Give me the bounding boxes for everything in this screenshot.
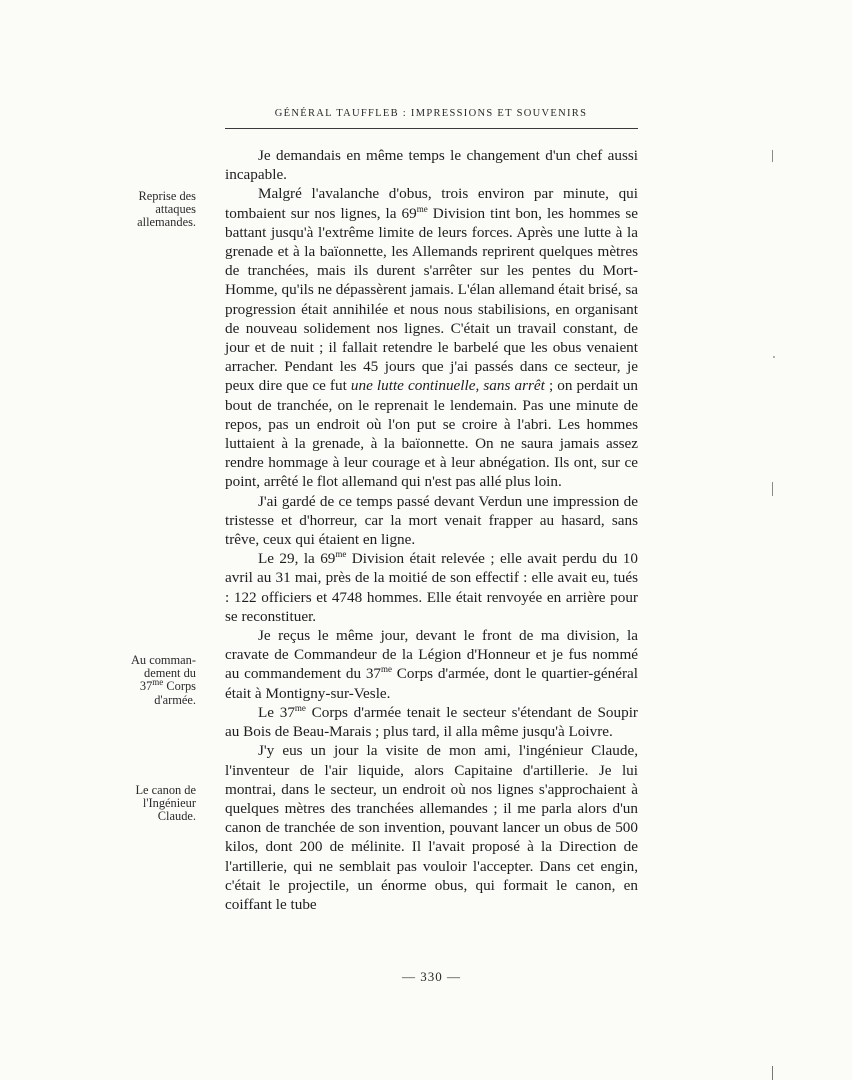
edge-speck (773, 356, 775, 358)
header-rule (225, 128, 638, 129)
edge-mark-2 (772, 482, 773, 496)
body-text (225, 146, 638, 914)
edge-mark-3 (772, 1066, 773, 1080)
paragraph-5: Le $37^{me}$ Corps d'armée tenait le secteur s'étendant de Soupir au Bois de Beau-Marais ; plus tard, il alla même jusqu'à Loivre. (225, 702, 638, 741)
page-number: — 330 — (402, 969, 461, 984)
margin-note-commandement: Au comman- dement du $37^{me}$ Corps d'armée. (130, 653, 196, 707)
edge-mark-1 (772, 150, 773, 162)
paragraph-3: Le 29, la $69^{me}$ Division était relevée ; elle avait perdu du 10 avril au 31 mai, près de la moitié de son effectif : elle avait eu, tués : 122 officiers et 4748 hommes. Elle était renvoyée en arrière pour se reconstituer. (225, 549, 638, 625)
margin-note-reprise: Reprise des attaques allemandes. (137, 189, 196, 230)
paragraph-6: J'y eus un jour la visite de mon ami, l'ingénieur Claude, l'inventeur de l'air liquide, alors Capitaine d'artillerie. Je lui montrai, dans le secteur, un endroit où nos lignes s'approchaient à quelques mètres des tranchées allemandes ; il me parla alors d'un canon de tranchée de son invention, pouvant lancer un obus de 500 kilos, dont 200 de mélinite. Il l'avait proposé à la Direction de l'artillerie, qui ne semblait pas vouloir l'accepter. Dans cet engin, c'était le projectile, un énorme obus, qui formait le canon, en coiffant le tube (225, 742, 638, 913)
margin-note-canon: Le canon de l'Ingénieur Claude. (135, 783, 196, 824)
paragraph-0: Je demandais en même temps le changement d'un chef aussi incapable. (225, 147, 639, 184)
running-head: GÉNÉRAL TAUFFLEB : IMPRESSIONS ET SOUVENIRS (274, 108, 588, 119)
paragraph-2: J'ai gardé de ce temps passé devant Verdun une impression de tristesse et d'horreur, car la mort venait frapper au hasard, sans trêve, ceux qui étaient en ligne. (225, 492, 638, 549)
paragraph-4: Je reçus le même jour, devant le front de ma division, la cravate de Commandeur de la Légion d'Honneur et je fus nommé au commandement du $37^{me}$ Corps d'armée, dont le quartier-général était à Montigny-sur-Vesle. (225, 627, 638, 702)
paragraph-1: Malgré l'avalanche d'obus, trois environ par minute, qui tombaient sur nos lignes, la $69^{me}$ Division tint bon, les hommes se battant jusqu'à l'extrême limite de leurs forces. Après une lutte à la grenade et à la baïonnette, les Allemands reprirent quelques mètres de tranchées, mais ils durent s'arrêter sur les pentes du Mort-Homme, qu'ils ne dépassèrent jamais. L'élan allemand était brisé, sa progression était annihilée et nous nous stabilisions, en organisant de nouveau solidement nos lignes. C'était un travail constant, de jour et de nuit ; il fallait retendre le barbelé que les obus venaient arracher. Pendant les 45 jours que j'ai passés dans ce secteur, je peux dire que ce fut une lutte continuelle, sans arrêt ; on perdait un bout de tranchée, on le reprenait le lendemain. Pas une minute de repos, pas un endroit où l'on put se croire à l'abri. Les hommes luttaient à la grenade, à la baïonnette. On ne saura jamais assez rendre hommage à leur courage et à leur abnégation. Ils ont, sur ce point, arrêté le flot allemand qui n'est pas allé plus loin. (225, 185, 638, 491)
